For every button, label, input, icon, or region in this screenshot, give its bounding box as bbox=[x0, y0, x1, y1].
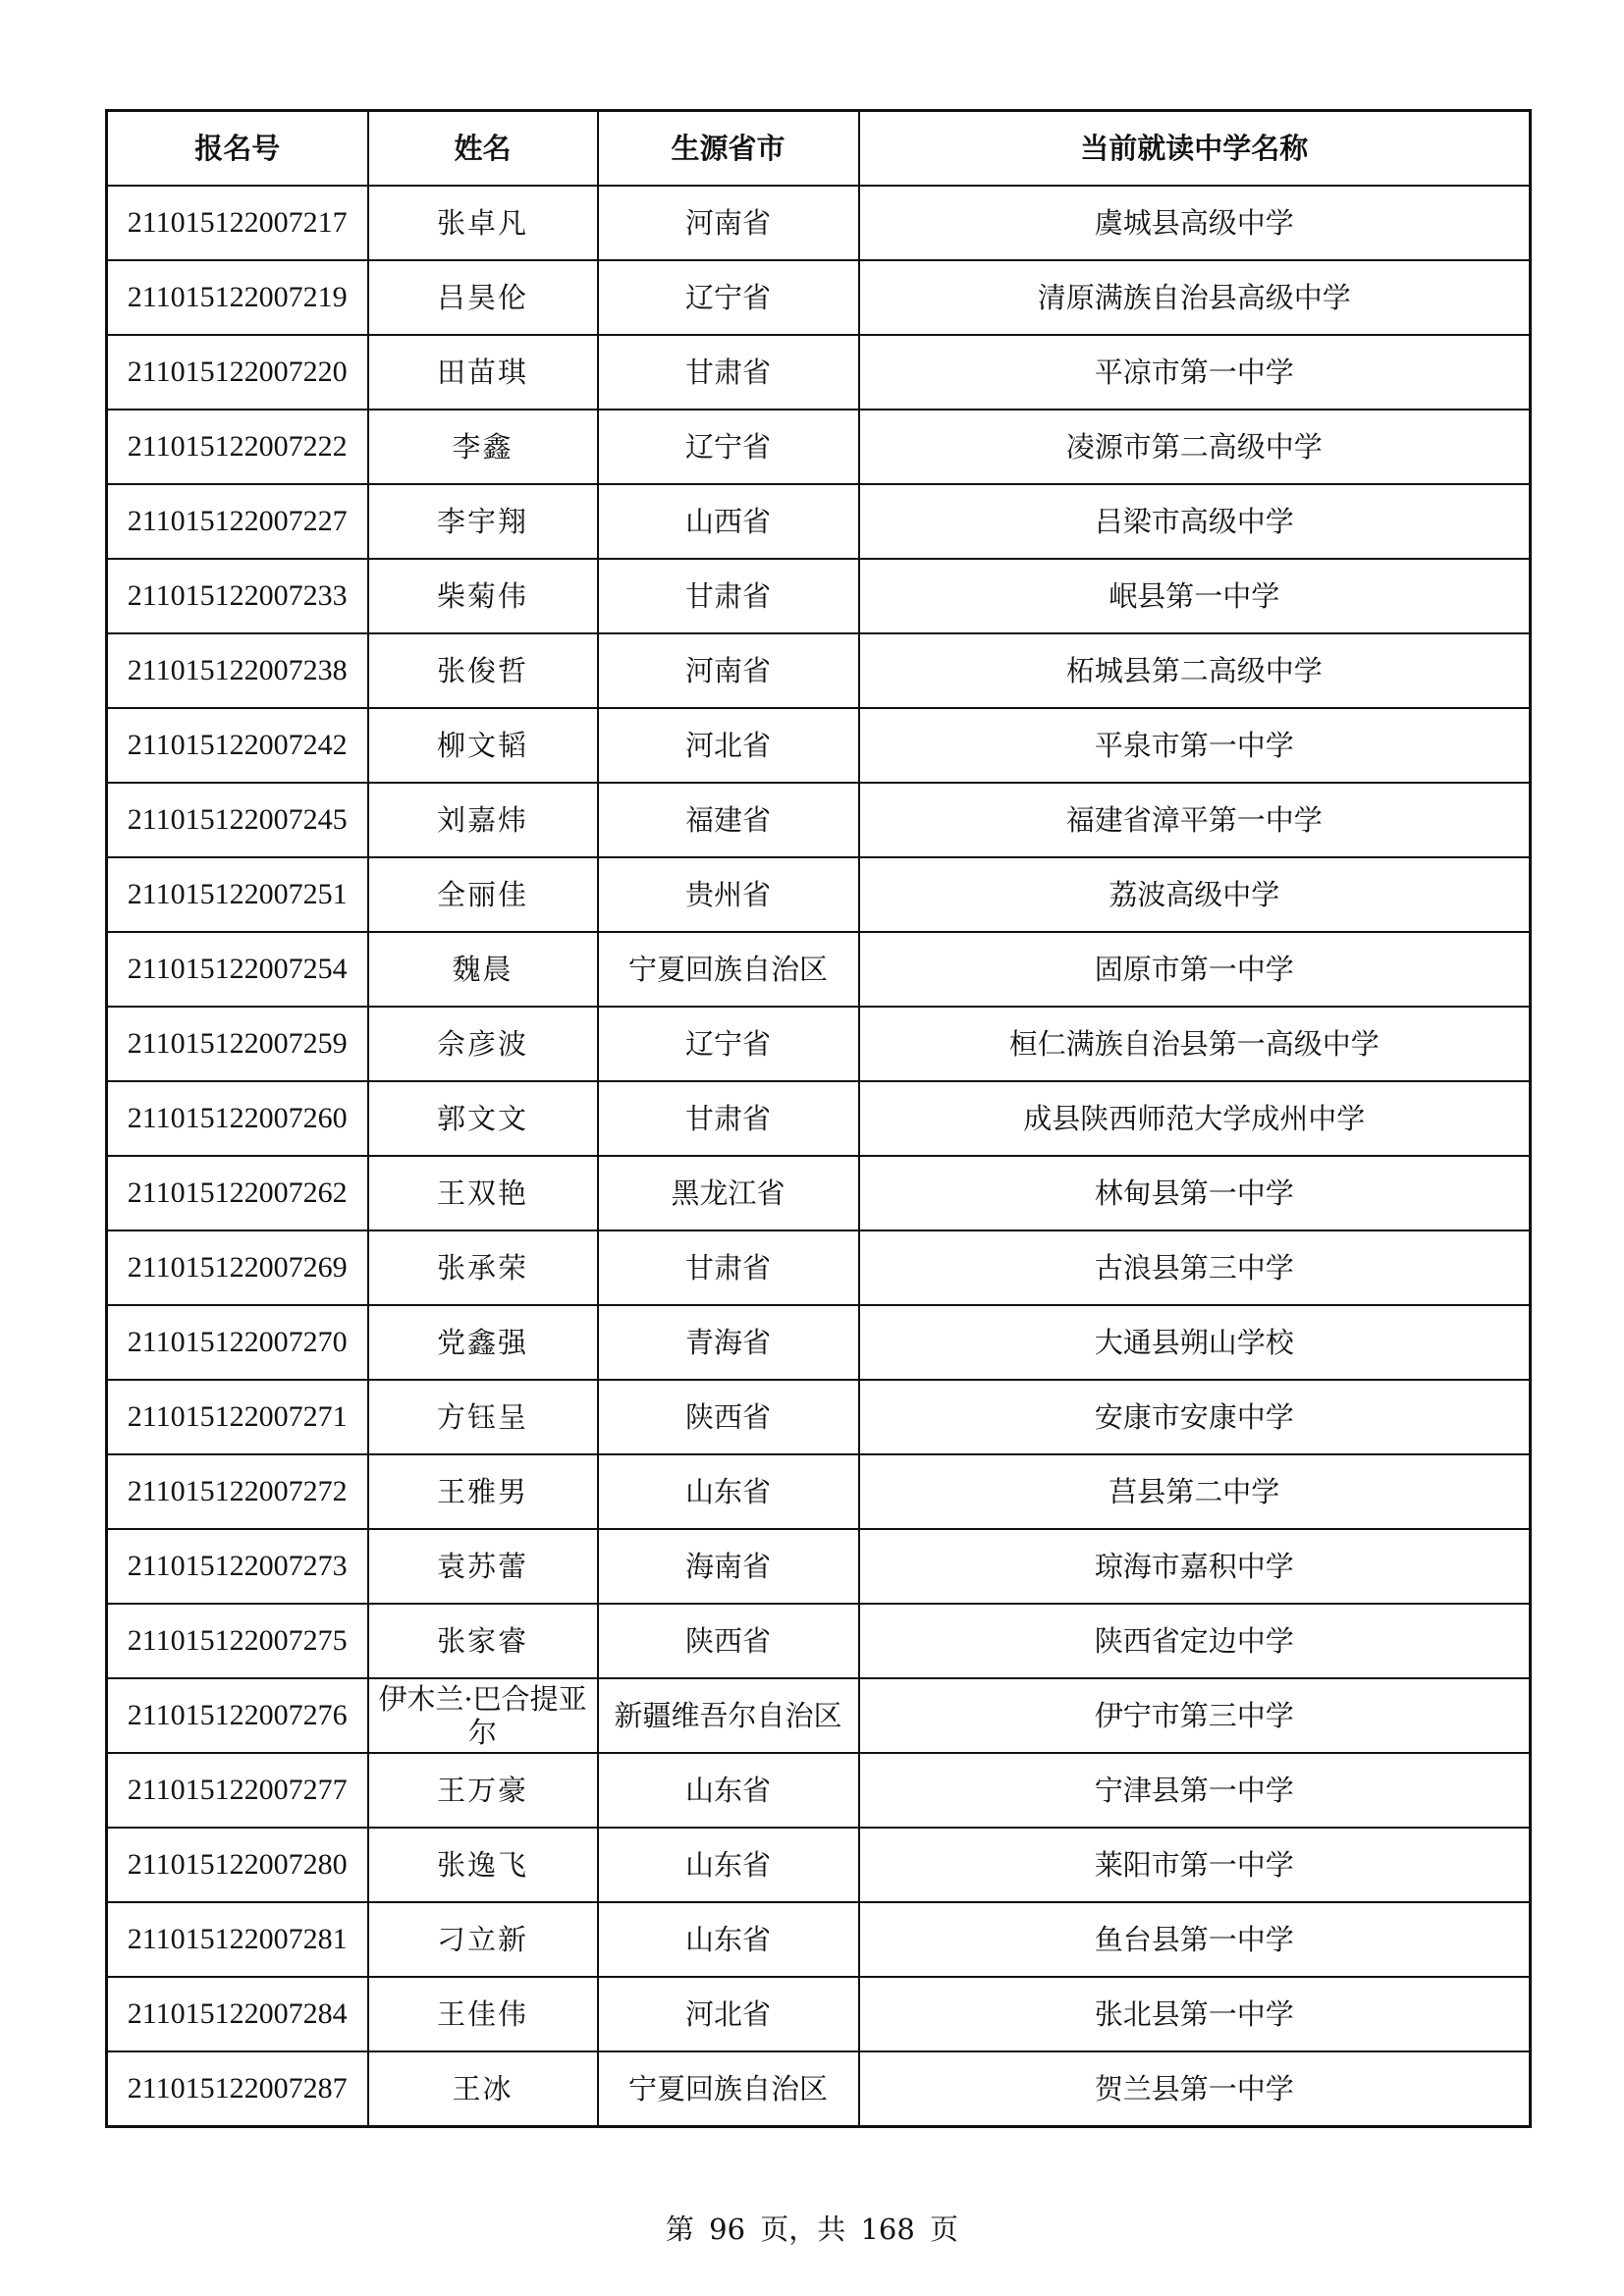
source-province-cell: 黑龙江省 bbox=[598, 1156, 859, 1230]
table-row bbox=[107, 1156, 1531, 1230]
admission-list-table bbox=[105, 109, 1532, 2128]
source-province-cell: 甘肃省 bbox=[598, 1081, 859, 1156]
source-province-cell: 福建省 bbox=[598, 783, 859, 857]
student-name-cell: 全丽佳 bbox=[368, 857, 598, 932]
table-row bbox=[107, 1753, 1531, 1828]
registration-number-cell: 211015122007238 bbox=[107, 633, 368, 708]
source-province-cell: 山东省 bbox=[598, 1828, 859, 1902]
table-row bbox=[107, 559, 1531, 633]
student-name-cell: 张逸飞 bbox=[368, 1828, 598, 1902]
table-row bbox=[107, 633, 1531, 708]
school-name-cell: 张北县第一中学 bbox=[859, 1977, 1531, 2051]
student-name-cell: 王双艳 bbox=[368, 1156, 598, 1230]
table-row bbox=[107, 186, 1531, 260]
school-name-cell: 伊宁市第三中学 bbox=[859, 1678, 1531, 1753]
registration-number-cell: 211015122007245 bbox=[107, 783, 368, 857]
student-name-cell: 党鑫强 bbox=[368, 1305, 598, 1380]
student-name-cell: 张承荣 bbox=[368, 1230, 598, 1305]
table-row bbox=[107, 1380, 1531, 1454]
school-name-cell: 安康市安康中学 bbox=[859, 1380, 1531, 1454]
source-province-cell: 山东省 bbox=[598, 1902, 859, 1977]
header-source-province: 生源省市 bbox=[598, 111, 859, 187]
school-name-cell: 琼海市嘉积中学 bbox=[859, 1529, 1531, 1604]
registration-number-cell: 211015122007254 bbox=[107, 932, 368, 1007]
source-province-cell: 辽宁省 bbox=[598, 260, 859, 335]
registration-number-cell: 211015122007275 bbox=[107, 1604, 368, 1678]
registration-number-cell: 211015122007220 bbox=[107, 335, 368, 410]
table-row bbox=[107, 1454, 1531, 1529]
student-name-cell: 李宇翔 bbox=[368, 484, 598, 559]
registration-number-cell: 211015122007233 bbox=[107, 559, 368, 633]
table-row bbox=[107, 260, 1531, 335]
school-name-cell: 鱼台县第一中学 bbox=[859, 1902, 1531, 1977]
student-name-cell: 魏晨 bbox=[368, 932, 598, 1007]
school-name-cell: 莒县第二中学 bbox=[859, 1454, 1531, 1529]
registration-number-cell: 211015122007276 bbox=[107, 1678, 368, 1753]
registration-number-cell: 211015122007270 bbox=[107, 1305, 368, 1380]
student-name-cell: 张俊哲 bbox=[368, 633, 598, 708]
school-name-cell: 桓仁满族自治县第一高级中学 bbox=[859, 1007, 1531, 1081]
table-row bbox=[107, 2051, 1531, 2127]
school-name-cell: 柘城县第二高级中学 bbox=[859, 633, 1531, 708]
table-row bbox=[107, 410, 1531, 484]
registration-number-cell: 211015122007277 bbox=[107, 1753, 368, 1828]
table-row bbox=[107, 932, 1531, 1007]
student-name-cell: 刁立新 bbox=[368, 1902, 598, 1977]
table-row bbox=[107, 1902, 1531, 1977]
source-province-cell: 海南省 bbox=[598, 1529, 859, 1604]
source-province-cell: 山西省 bbox=[598, 484, 859, 559]
student-name-cell: 袁苏蕾 bbox=[368, 1529, 598, 1604]
school-name-cell: 平凉市第一中学 bbox=[859, 335, 1531, 410]
registration-number-cell: 211015122007269 bbox=[107, 1230, 368, 1305]
registration-number-cell: 211015122007227 bbox=[107, 484, 368, 559]
school-name-cell: 莱阳市第一中学 bbox=[859, 1828, 1531, 1902]
table-row bbox=[107, 1828, 1531, 1902]
source-province-cell: 河北省 bbox=[598, 1977, 859, 2051]
student-name-cell: 王万豪 bbox=[368, 1753, 598, 1828]
source-province-cell: 甘肃省 bbox=[598, 1230, 859, 1305]
registration-number-cell: 211015122007271 bbox=[107, 1380, 368, 1454]
source-province-cell: 辽宁省 bbox=[598, 1007, 859, 1081]
student-name-cell: 佘彦波 bbox=[368, 1007, 598, 1081]
source-province-cell: 陕西省 bbox=[598, 1380, 859, 1454]
registration-number-cell: 211015122007281 bbox=[107, 1902, 368, 1977]
registration-number-cell: 211015122007262 bbox=[107, 1156, 368, 1230]
table-row bbox=[107, 1007, 1531, 1081]
student-name-cell: 方钰呈 bbox=[368, 1380, 598, 1454]
source-province-cell: 河南省 bbox=[598, 186, 859, 260]
school-name-cell: 平泉市第一中学 bbox=[859, 708, 1531, 783]
source-province-cell: 陕西省 bbox=[598, 1604, 859, 1678]
registration-number-cell: 211015122007219 bbox=[107, 260, 368, 335]
student-name-cell: 吕昊伦 bbox=[368, 260, 598, 335]
table-row bbox=[107, 1230, 1531, 1305]
school-name-cell: 福建省漳平第一中学 bbox=[859, 783, 1531, 857]
school-name-cell: 宁津县第一中学 bbox=[859, 1753, 1531, 1828]
source-province-cell: 山东省 bbox=[598, 1753, 859, 1828]
student-name-cell: 柳文韬 bbox=[368, 708, 598, 783]
source-province-cell: 河北省 bbox=[598, 708, 859, 783]
registration-number-cell: 211015122007287 bbox=[107, 2051, 368, 2127]
registration-number-cell: 211015122007242 bbox=[107, 708, 368, 783]
table-row bbox=[107, 1305, 1531, 1380]
source-province-cell: 青海省 bbox=[598, 1305, 859, 1380]
source-province-cell: 甘肃省 bbox=[598, 335, 859, 410]
student-name-cell: 张家睿 bbox=[368, 1604, 598, 1678]
table-row bbox=[107, 484, 1531, 559]
source-province-cell: 贵州省 bbox=[598, 857, 859, 932]
registration-number-cell: 211015122007284 bbox=[107, 1977, 368, 2051]
source-province-cell: 宁夏回族自治区 bbox=[598, 932, 859, 1007]
school-name-cell: 林甸县第一中学 bbox=[859, 1156, 1531, 1230]
student-name-cell: 王佳伟 bbox=[368, 1977, 598, 2051]
student-name-cell: 张卓凡 bbox=[368, 186, 598, 260]
school-name-cell: 凌源市第二高级中学 bbox=[859, 410, 1531, 484]
student-name-cell: 田苗琪 bbox=[368, 335, 598, 410]
source-province-cell: 甘肃省 bbox=[598, 559, 859, 633]
page-number: 第 96 页，共 168 页 bbox=[665, 2213, 959, 2246]
table-row bbox=[107, 335, 1531, 410]
registration-number-cell: 211015122007217 bbox=[107, 186, 368, 260]
student-name-cell: 伊木兰·巴合提亚尔 bbox=[368, 1678, 598, 1753]
table-body bbox=[107, 186, 1531, 2127]
table-row bbox=[107, 1977, 1531, 2051]
table-row bbox=[107, 1529, 1531, 1604]
table-row bbox=[107, 857, 1531, 932]
source-province-cell: 辽宁省 bbox=[598, 410, 859, 484]
header-student-name: 姓名 bbox=[368, 111, 598, 187]
school-name-cell: 荔波高级中学 bbox=[859, 857, 1531, 932]
school-name-cell: 贺兰县第一中学 bbox=[859, 2051, 1531, 2127]
source-province-cell: 宁夏回族自治区 bbox=[598, 2051, 859, 2127]
table-row bbox=[107, 1081, 1531, 1156]
table-row bbox=[107, 708, 1531, 783]
school-name-cell: 陕西省定边中学 bbox=[859, 1604, 1531, 1678]
source-province-cell: 山东省 bbox=[598, 1454, 859, 1529]
student-name-cell: 王雅男 bbox=[368, 1454, 598, 1529]
student-name-cell: 刘嘉炜 bbox=[368, 783, 598, 857]
header-school-name: 当前就读中学名称 bbox=[859, 111, 1531, 187]
school-name-cell: 固原市第一中学 bbox=[859, 932, 1531, 1007]
source-province-cell: 河南省 bbox=[598, 633, 859, 708]
school-name-cell: 岷县第一中学 bbox=[859, 559, 1531, 633]
student-name-cell: 柴菊伟 bbox=[368, 559, 598, 633]
table-row bbox=[107, 1678, 1531, 1753]
table-row bbox=[107, 783, 1531, 857]
school-name-cell: 大通县朔山学校 bbox=[859, 1305, 1531, 1380]
registration-number-cell: 211015122007222 bbox=[107, 410, 368, 484]
registration-number-cell: 211015122007251 bbox=[107, 857, 368, 932]
table-row bbox=[107, 1604, 1531, 1678]
student-name-cell: 王冰 bbox=[368, 2051, 598, 2127]
student-name-cell: 郭文文 bbox=[368, 1081, 598, 1156]
registration-number-cell: 211015122007280 bbox=[107, 1828, 368, 1902]
source-province-cell: 新疆维吾尔自治区 bbox=[598, 1678, 859, 1753]
registration-number-cell: 211015122007260 bbox=[107, 1081, 368, 1156]
student-name-cell: 李鑫 bbox=[368, 410, 598, 484]
school-name-cell: 虞城县高级中学 bbox=[859, 186, 1531, 260]
table-header-row bbox=[107, 111, 1531, 187]
registration-number-cell: 211015122007259 bbox=[107, 1007, 368, 1081]
school-name-cell: 古浪县第三中学 bbox=[859, 1230, 1531, 1305]
school-name-cell: 成县陕西师范大学成州中学 bbox=[859, 1081, 1531, 1156]
registration-number-cell: 211015122007273 bbox=[107, 1529, 368, 1604]
header-registration-number: 报名号 bbox=[107, 111, 368, 187]
school-name-cell: 清原满族自治县高级中学 bbox=[859, 260, 1531, 335]
registration-number-cell: 211015122007272 bbox=[107, 1454, 368, 1529]
school-name-cell: 吕梁市高级中学 bbox=[859, 484, 1531, 559]
